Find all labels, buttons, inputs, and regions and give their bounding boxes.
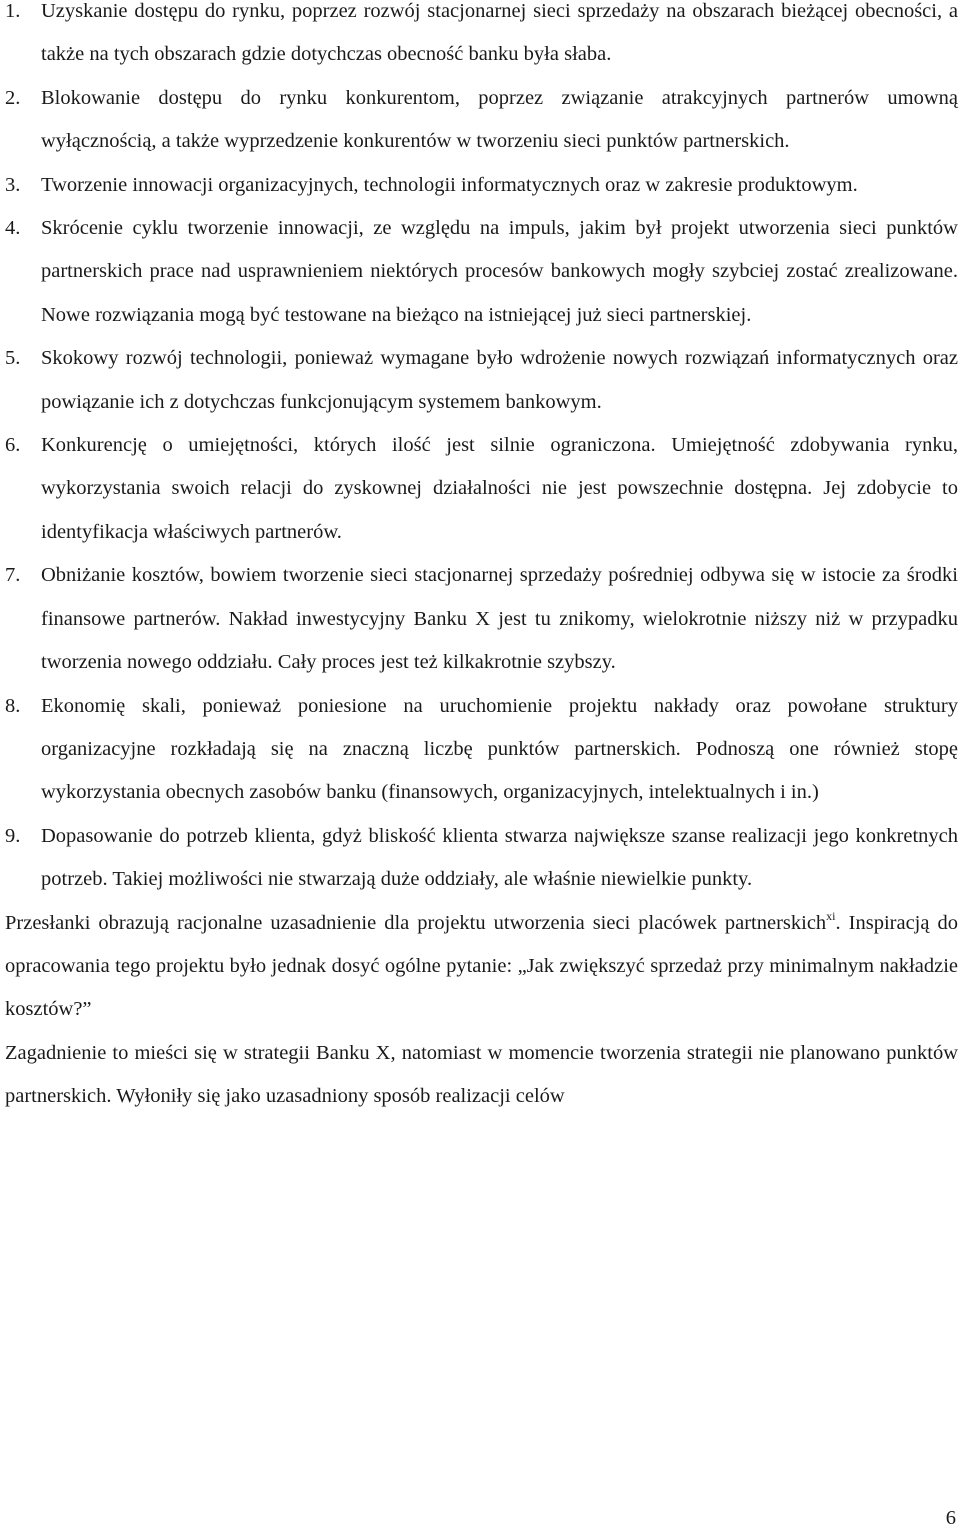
list-item-number: 2. bbox=[5, 86, 21, 109]
list-item-number: 1. bbox=[5, 0, 21, 22]
list-item bbox=[0, 337, 958, 424]
list-item-text: Konkurencję o umiejętności, których ilość jest silnie ograniczona. Umiejętność zdobywania rynku, wykorzystania swoich relacji do zyskownej działalności nie jest powszechnie dostępna. Jej zdobycie to identyfikacja właściwych partnerów. bbox=[41, 434, 958, 543]
footnote-reference[interactable]: xi bbox=[826, 908, 836, 923]
page-number: 6 bbox=[945, 1507, 956, 1529]
list-item-number: 8. bbox=[5, 694, 21, 717]
list-item-text: Obniżanie kosztów, bowiem tworzenie sieci stacjonarnej sprzedaży pośredniej odbywa się w istocie za środki finansowe partnerów. Nakład inwestycyjny Banku X jest tu znikomy, wielokrotnie niższy niż w przypadku tworzenia nowego oddziału. Cały proces jest też kilkakrotnie szybszy. bbox=[41, 564, 958, 674]
paragraph-text: . Inspiracją do opracowania tego projektu było jednak dosyć ogólne pytanie: „Jak zwiększyć sprzedaż przy minimalnym nakładzie kosztów?” bbox=[5, 911, 958, 1021]
list-item-number: 6. bbox=[5, 434, 21, 457]
body-paragraph-strategy bbox=[0, 1032, 958, 1119]
list-item-text: Blokowanie dostępu do rynku konkurentom, poprzez związanie atrakcyjnych partnerów umowną wyłącznością, a także wyprzedzenie konkurentów w tworzeniu sieci punktów partnerskich. bbox=[41, 86, 958, 153]
list-item-number: 4. bbox=[5, 217, 21, 240]
list-item-text: Dopasowanie do potrzeb klienta, gdyż bliskość klienta stwarza największe szanse realizacji jego konkretnych potrzeb. Takiej możliwości nie stwarzają duże oddziały, ale właśnie niewielkie punkty. bbox=[41, 824, 958, 891]
list-item bbox=[0, 424, 958, 554]
list-item bbox=[0, 815, 958, 902]
list-item-text: Tworzenie innowacji organizacyjnych, technologii informatycznych oraz w zakresie produktowym. bbox=[41, 173, 858, 196]
list-item-number: 7. bbox=[5, 564, 21, 587]
paragraph-text: Przesłanki obrazują racjonalne uzasadnienie dla projektu utworzenia sieci placówek partnerskich bbox=[5, 911, 827, 934]
list-item-text: Skrócenie cyklu tworzenie innowacji, ze względu na impuls, jakim był projekt utworzenia sieci punktów partnerskich prace nad usprawnieniem niektórych procesów bankowych mogły szybciej zostać zrealizowane. Nowe rozwiązania mogą być testowane na bieżąco na istniejącej już sieci partnerskiej. bbox=[41, 217, 958, 326]
body-paragraph-rationale bbox=[0, 902, 958, 1032]
list-item bbox=[0, 164, 958, 207]
list-item-number: 9. bbox=[5, 824, 21, 847]
list-item-text: Ekonomię skali, ponieważ poniesione na uruchomienie projektu nakłady oraz powołane struktury organizacyjne rozkładają się na znaczną liczbę punktów partnerskich. Podnoszą one również stopę wykorzystania obecnych zasobów banku (finansowych, organizacyjnych, intelektualnych i in.) bbox=[41, 694, 958, 804]
list-item-number: 5. bbox=[5, 347, 21, 370]
paragraph-text: Zagadnienie to mieści się w strategii Banku X, natomiast w momencie tworzenia strategii nie planowano punktów partnerskich. Wyłoniły się jako uzasadniony sposób realizacji celów bbox=[5, 1041, 958, 1108]
list-item bbox=[0, 77, 958, 164]
list-item-text: Uzyskanie dostępu do rynku, poprzez rozwój stacjonarnej sieci sprzedaży na obszarach bieżącej obecności, a także na tych obszarach gdzie dotychczas obecność banku była słaba. bbox=[41, 0, 958, 66]
list-item bbox=[0, 207, 958, 337]
list-item bbox=[0, 685, 958, 815]
list-item bbox=[0, 554, 958, 684]
list-item bbox=[0, 0, 958, 77]
list-item-number: 3. bbox=[5, 173, 21, 196]
list-item-text: Skokowy rozwój technologii, ponieważ wymagane było wdrożenie nowych rozwiązań informatycznych oraz powiązanie ich z dotychczas funkcjonującym systemem bankowym. bbox=[41, 347, 958, 413]
